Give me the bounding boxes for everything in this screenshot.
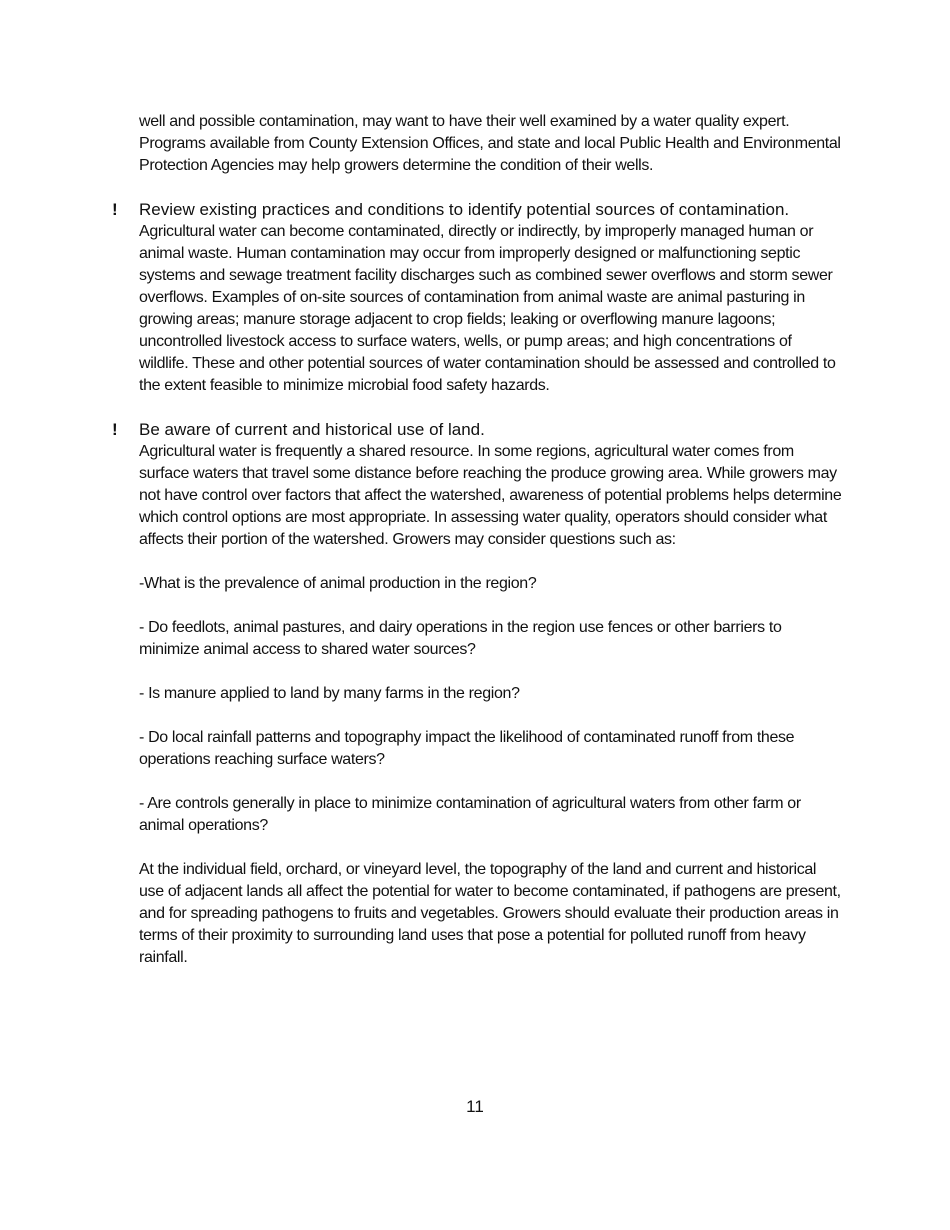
page-content <box>112 111 843 969</box>
closing-paragraph: At the individual field, orchard, or vineyard level, the topography of the land and current and historical use of adjacent lands all affect the potential for water to become contaminated, if pathogens are present, and for spreading pathogens to fruits and vegetables. Growers should evaluate their production areas in terms of their proximity to surrounding land uses that pose a potential for polluted runoff from heavy rainfall. <box>139 861 841 966</box>
section-land-use <box>112 419 843 969</box>
question-item: - Do feedlots, animal pastures, and dairy operations in the region use fences or other barriers to minimize animal access to shared water sources? <box>139 619 782 658</box>
intro-paragraph: well and possible contamination, may want to have their well examined by a water quality expert. Programs available from County Extension Offices, and state and local Public Health and Environmental Protection Agencies may help growers determine the condition of their wells. <box>139 113 841 174</box>
section-heading: Review existing practices and conditions to identify potential sources of contamination. <box>139 200 790 219</box>
section-body: Agricultural water is frequently a shared resource. In some regions, agricultural water comes from surface waters that travel some distance before reaching the produce growing area. While growers may not have control over factors that affect the watershed, awareness of potential problems helps determine which control options are most appropriate. In assessing water quality, operators should consider what affects their portion of the watershed. Growers may consider questions such as: <box>139 443 842 548</box>
section-heading: Be aware of current and historical use of land. <box>139 420 485 439</box>
section-body: Agricultural water can become contaminated, directly or indirectly, by improperly managed human or animal waste. Human contamination may occur from improperly designed or malfunctioning septic systems and sewage treatment facility discharges such as combined sewer overflows and storm sewer overflows. Examples of on-site sources of contamination from animal waste are animal pasturing in growing areas; manure storage adjacent to crop fields; leaking or overflowing manure lagoons; uncontrolled livestock access to surface waters, wells, or pump areas; and high concentrations of wildlife. These and other potential sources of water contamination should be assessed and controlled to the extent feasible to minimize microbial food safety hazards. <box>139 223 836 394</box>
section-review-practices <box>112 199 843 397</box>
question-item: - Do local rainfall patterns and topography impact the likelihood of contaminated runoff from these operations reaching surface waters? <box>139 729 795 768</box>
question-item: - Are controls generally in place to minimize contamination of agricultural waters from other farm or animal operations? <box>139 795 801 834</box>
bullet-icon: ! <box>112 200 118 219</box>
page-number: 11 <box>466 1097 484 1116</box>
bullet-icon: ! <box>112 420 118 439</box>
question-item: - Is manure applied to land by many farms in the region? <box>139 685 520 702</box>
question-item: -What is the prevalence of animal production in the region? <box>139 575 537 592</box>
